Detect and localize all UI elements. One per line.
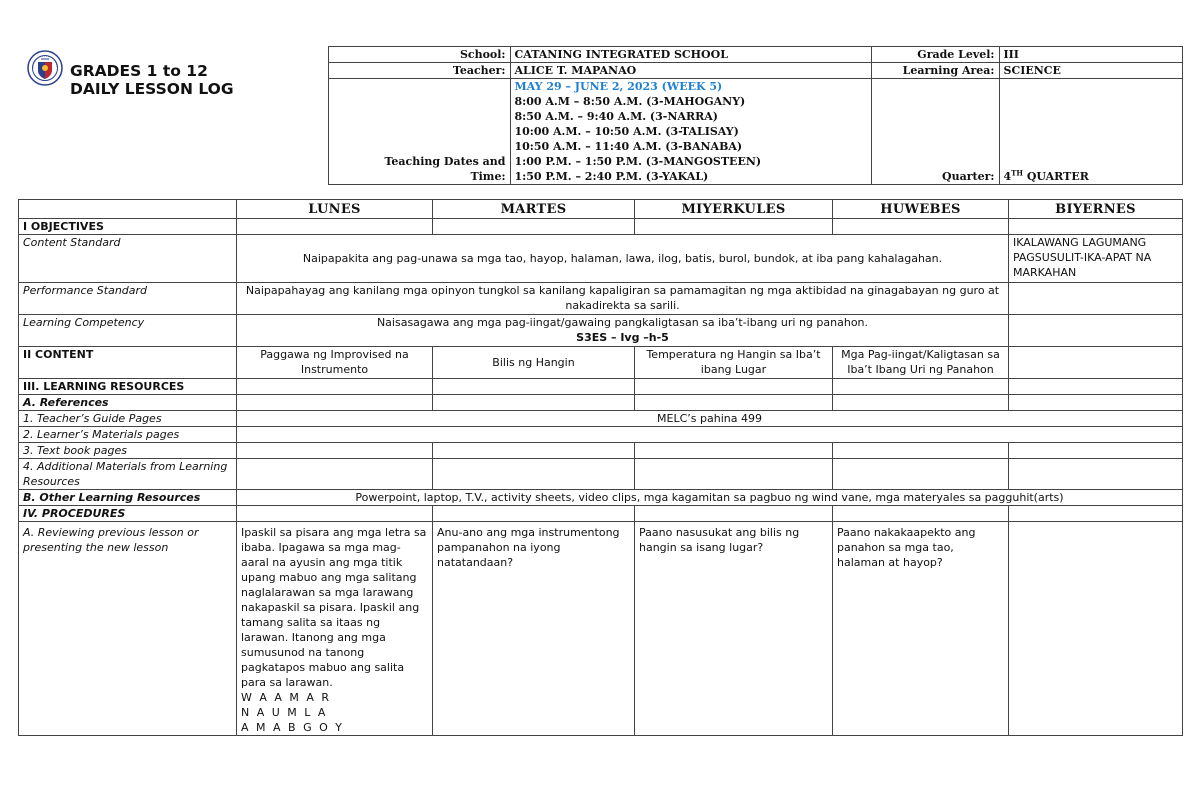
cell (635, 506, 833, 522)
reviewing-lesson-label: A. Reviewing previous lesson or presenting the new lesson (19, 522, 237, 736)
school-label: School: (328, 47, 510, 63)
cell (833, 506, 1009, 522)
cell (1009, 347, 1183, 379)
cell (1009, 459, 1183, 490)
title-line-2: DAILY LESSON LOG (70, 80, 234, 98)
scrambled-word: N A U M L A (241, 706, 328, 719)
additional-materials-label: 4. Additional Materials from Learning Resources (19, 459, 237, 490)
cell (833, 459, 1009, 490)
cell (1009, 283, 1183, 315)
learning-resources-heading: III. LEARNING RESOURCES (19, 379, 237, 395)
textbook-pages-label: 3. Text book pages (19, 443, 237, 459)
cell (833, 395, 1009, 411)
grade-level-value: III (999, 47, 1182, 63)
teacher-label: Teacher: (328, 63, 510, 79)
cell (833, 379, 1009, 395)
cell (1009, 219, 1183, 235)
cell (1009, 443, 1183, 459)
cell (1009, 395, 1183, 411)
learning-area-label: Learning Area: (871, 63, 999, 79)
reviewing-lesson-huwebes: Paano nakakaapekto ang panahon sa mga tao, halaman at hayop? (833, 522, 1009, 736)
teachers-guide-label: 1. Teacher’s Guide Pages (19, 411, 237, 427)
performance-standard-label: Performance Standard (19, 283, 237, 315)
cell (237, 219, 433, 235)
title-line-1: GRADES 1 to 12 (70, 62, 208, 80)
day-header-martes: MARTES (433, 200, 635, 219)
quarter-suffix: TH (1011, 168, 1023, 178)
teaching-dates-label (328, 79, 510, 185)
quarter-label: Quarter: (871, 79, 999, 185)
schedule-line: 10:00 A.M. – 10:50 A.M. (3-TALISAY) (514, 125, 739, 138)
day-header-lunes: LUNES (237, 200, 433, 219)
cell (635, 379, 833, 395)
quarter-word: QUARTER (1022, 170, 1089, 183)
learning-competency-value (237, 315, 1009, 347)
schedule-line: 10:50 A.M. – 11:40 A.M. (3-BANABA) (514, 140, 743, 153)
quarter-number: 4 (1003, 170, 1012, 183)
quarter-value (999, 79, 1182, 185)
cell (237, 506, 433, 522)
content-miyerkules: Temperatura ng Hangin sa Iba’t ibang Lugar (635, 347, 833, 379)
cell (433, 506, 635, 522)
cell (433, 219, 635, 235)
cell (433, 379, 635, 395)
performance-standard-value (237, 283, 1009, 315)
reviewing-lesson-biyernes (1009, 522, 1183, 736)
content-standard-value: Naipapakita ang pag-unawa sa mga tao, hayop, halaman, lawa, ilog, batis, burol, bundok, at iba pang kahalagahan. (237, 235, 1009, 283)
content-standard-friday: IKALAWANG LAGUMANG PAGSUSULIT-IKA-APAT NA MARKAHAN (1009, 235, 1183, 283)
cell (1009, 315, 1183, 347)
grade-level-label: Grade Level: (871, 47, 999, 63)
header-info-table (18, 46, 1183, 185)
procedures-heading: IV. PROCEDURES (19, 506, 237, 522)
teaching-dates-label-2: Time: (470, 170, 506, 183)
content-lunes: Paggawa ng Improvised na Instrumento (237, 347, 433, 379)
reviewing-lesson-lunes (237, 522, 433, 736)
cell (433, 459, 635, 490)
objectives-heading: I OBJECTIVES (19, 219, 237, 235)
school-value: CATANING INTEGRATED SCHOOL (510, 47, 871, 63)
cell (1009, 379, 1183, 395)
reviewing-lesson-martes: Anu-ano ang mga instrumentong pampanahon na iyong natatandaan? (433, 522, 635, 736)
cell (635, 395, 833, 411)
performance-standard-line-2: nakadirekta sa sarili. (565, 299, 680, 312)
cell (237, 379, 433, 395)
cell (635, 459, 833, 490)
content-martes: Bilis ng Hangin (433, 347, 635, 379)
teaching-dates-value (510, 79, 871, 185)
cell (433, 443, 635, 459)
day-header-miyerkules: MIYERKULES (635, 200, 833, 219)
cell (237, 395, 433, 411)
cell (635, 219, 833, 235)
teaching-dates-label-1: Teaching Dates and (384, 155, 506, 168)
content-huwebes: Mga Pag-iingat/Kaligtasan sa Iba’t Ibang Uri ng Panahon (833, 347, 1009, 379)
reviewing-lesson-lunes-text: Ipaskil sa pisara ang mga letra sa ibaba. Ipagawa sa mga mag-aaral na ayusin ang mga titik upang mabuo ang mga salitang naglalarawan sa mga larawang nakapaskil sa pisara. Ipaskil ang tamang salita sa itaas ng larawan. Itanong ang mga sumusunod na tanong pagkatapos mabuo ang salita para sa larawan. (241, 526, 427, 689)
teacher-value: ALICE T. MAPANAO (510, 63, 871, 79)
scrambled-word: W A A M A R (241, 691, 332, 704)
teachers-guide-value: MELC’s pahina 499 (237, 411, 1183, 427)
day-header-blank (19, 200, 237, 219)
learning-competency-label: Learning Competency (19, 315, 237, 347)
header-logo-cell (18, 47, 328, 185)
cell (237, 443, 433, 459)
content-heading: II CONTENT (19, 347, 237, 379)
content-standard-label: Content Standard (19, 235, 237, 283)
learners-materials-label: 2. Learner’s Materials pages (19, 427, 237, 443)
cell (833, 219, 1009, 235)
reviewing-lesson-miyerkules: Paano nasusukat ang bilis ng hangin sa isang lugar? (635, 522, 833, 736)
references-heading: A. References (19, 395, 237, 411)
learning-competency-code: S3ES – Ivg –h-5 (576, 331, 669, 344)
schedule-line: 8:50 A.M. – 9:40 A.M. (3-NARRA) (514, 110, 718, 123)
cell (1009, 506, 1183, 522)
cell (237, 459, 433, 490)
day-header-huwebes: HUWEBES (833, 200, 1009, 219)
learners-materials-value (237, 427, 1183, 443)
performance-standard-line-1: Naipapahayag ang kanilang mga opinyon tungkol sa kanilang kapaligiran sa pamamagitan ng mga aktibidad na ginagabayan ng guro at (245, 284, 1000, 297)
lesson-log-table (18, 199, 1183, 736)
week-dates: MAY 29 – JUNE 2, 2023 (WEEK 5) (514, 80, 723, 93)
cell (833, 443, 1009, 459)
other-resources-label: B. Other Learning Resources (19, 490, 237, 506)
schedule-line: 8:00 A.M – 8:50 A.M. (3-MAHOGANY) (514, 95, 746, 108)
cell (635, 443, 833, 459)
schedule-line: 1:50 P.M. – 2:40 P.M. (3-YAKAL) (514, 170, 709, 183)
day-header-biyernes: BIYERNES (1009, 200, 1183, 219)
learning-area-value: SCIENCE (999, 63, 1182, 79)
other-resources-value: Powerpoint, laptop, T.V., activity sheets, video clips, mga kagamitan sa pagbuo ng wind vane, mga materyales sa pagguhit(arts) (237, 490, 1183, 506)
schedule-line: 1:00 P.M. – 1:50 P.M. (3-MANGOSTEEN) (514, 155, 762, 168)
scrambled-word: A M A B G O Y (241, 721, 344, 734)
learning-competency-text: Naisasagawa ang mga pag-iingat/gawaing pangkaligtasan sa iba’t-ibang uri ng panahon. (376, 316, 869, 329)
cell (433, 395, 635, 411)
